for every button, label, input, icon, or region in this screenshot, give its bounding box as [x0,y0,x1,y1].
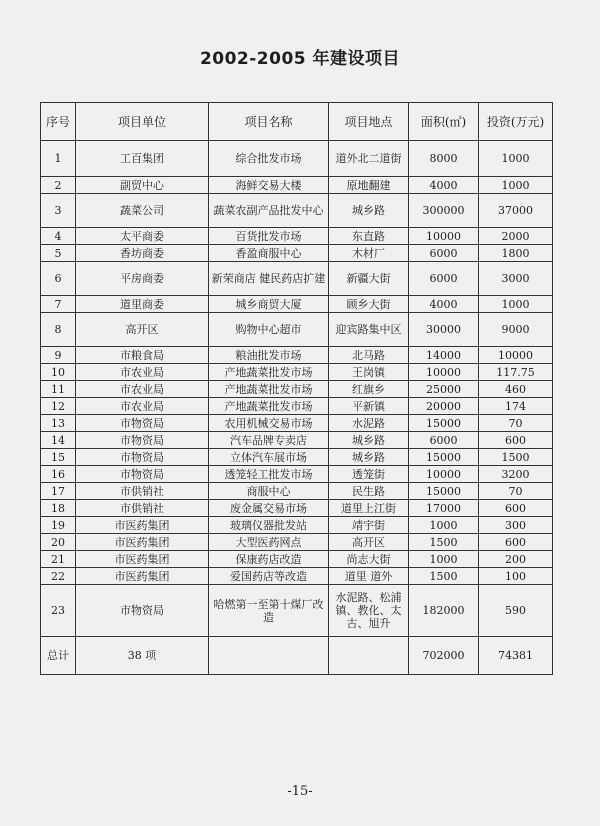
cell-seq: 13 [41,415,76,432]
total-area: 702000 [409,637,479,675]
cell-location: 靖宇街 [329,517,409,534]
cell-location: 迎宾路集中区 [329,313,409,347]
cell-seq: 3 [41,194,76,228]
cell-seq: 5 [41,245,76,262]
cell-location: 平新镇 [329,398,409,415]
header-seq: 序号 [41,103,76,141]
cell-seq: 20 [41,534,76,551]
cell-seq: 1 [41,141,76,177]
cell-seq: 15 [41,449,76,466]
table-row [41,141,553,177]
cell-seq: 23 [41,585,76,637]
table-row [41,262,553,296]
table-row [41,347,553,364]
cell-name: 粮油批发市场 [209,347,329,364]
cell-investment: 174 [479,398,553,415]
cell-name: 城乡商贸大厦 [209,296,329,313]
cell-investment: 3200 [479,466,553,483]
cell-investment: 460 [479,381,553,398]
cell-name: 购物中心超市 [209,313,329,347]
cell-unit: 市粮食局 [76,347,209,364]
cell-area: 1000 [409,551,479,568]
cell-unit: 市物资局 [76,449,209,466]
cell-area: 14000 [409,347,479,364]
cell-unit: 市医药集团 [76,551,209,568]
table-row [41,500,553,517]
cell-seq: 18 [41,500,76,517]
cell-name: 爱国药店等改造 [209,568,329,585]
cell-seq: 17 [41,483,76,500]
cell-unit: 市供销社 [76,500,209,517]
cell-investment: 1500 [479,449,553,466]
table-row [41,245,553,262]
cell-location: 民生路 [329,483,409,500]
cell-name: 产地蔬菜批发市场 [209,364,329,381]
cell-unit: 市农业局 [76,364,209,381]
cell-location: 顾乡大街 [329,296,409,313]
table-row [41,194,553,228]
cell-name: 保康药店改造 [209,551,329,568]
cell-investment: 37000 [479,194,553,228]
cell-area: 10000 [409,466,479,483]
cell-area: 6000 [409,245,479,262]
cell-investment: 1000 [479,177,553,194]
cell-investment: 10000 [479,347,553,364]
table-row [41,313,553,347]
cell-unit: 平房商委 [76,262,209,296]
cell-area: 10000 [409,228,479,245]
table-row [41,432,553,449]
header-area: 面积(㎡) [409,103,479,141]
table-row [41,483,553,500]
cell-area: 10000 [409,364,479,381]
cell-unit: 市物资局 [76,432,209,449]
table-header-row [41,103,553,141]
cell-name: 综合批发市场 [209,141,329,177]
cell-area: 25000 [409,381,479,398]
cell-investment: 600 [479,534,553,551]
cell-name: 海鲜交易大楼 [209,177,329,194]
cell-name: 百货批发市场 [209,228,329,245]
cell-area: 8000 [409,141,479,177]
cell-area: 4000 [409,296,479,313]
cell-name: 哈燃第一至第十煤厂改造 [209,585,329,637]
header-unit: 项目单位 [76,103,209,141]
cell-area: 300000 [409,194,479,228]
table-row [41,568,553,585]
header-name: 项目名称 [209,103,329,141]
cell-unit: 市农业局 [76,398,209,415]
cell-area: 4000 [409,177,479,194]
header-investment: 投资(万元) [479,103,553,141]
table-row [41,466,553,483]
cell-unit: 市医药集团 [76,517,209,534]
cell-seq: 14 [41,432,76,449]
cell-investment: 600 [479,500,553,517]
cell-investment: 100 [479,568,553,585]
cell-investment: 600 [479,432,553,449]
cell-seq: 22 [41,568,76,585]
page-number: -15- [287,784,313,799]
cell-investment: 9000 [479,313,553,347]
cell-name: 大型医药网点 [209,534,329,551]
cell-unit: 太平商委 [76,228,209,245]
cell-seq: 8 [41,313,76,347]
cell-location: 道里上江街 [329,500,409,517]
cell-name: 新荣商店 健民药店扩建 [209,262,329,296]
cell-investment: 590 [479,585,553,637]
cell-location: 木材厂 [329,245,409,262]
cell-area: 1500 [409,568,479,585]
cell-name: 农用机械交易市场 [209,415,329,432]
cell-unit: 市物资局 [76,585,209,637]
cell-location: 道外北二道街 [329,141,409,177]
cell-location: 水泥路 [329,415,409,432]
cell-investment: 300 [479,517,553,534]
cell-location: 红旗乡 [329,381,409,398]
cell-unit: 道里商委 [76,296,209,313]
table-row [41,551,553,568]
cell-investment: 70 [479,483,553,500]
total-location [329,637,409,675]
cell-name: 商服中心 [209,483,329,500]
cell-area: 30000 [409,313,479,347]
cell-area: 182000 [409,585,479,637]
cell-name: 蔬菜农副产品批发中心 [209,194,329,228]
cell-seq: 2 [41,177,76,194]
cell-seq: 21 [41,551,76,568]
page-title: 2002-2005 年建设项目 [199,49,401,69]
cell-investment: 2000 [479,228,553,245]
cell-investment: 200 [479,551,553,568]
cell-unit: 市医药集团 [76,568,209,585]
cell-area: 15000 [409,415,479,432]
total-row [41,637,553,675]
table-row [41,296,553,313]
cell-name: 透笼轻工批发市场 [209,466,329,483]
cell-area: 1500 [409,534,479,551]
cell-name: 产地蔬菜批发市场 [209,381,329,398]
cell-seq: 9 [41,347,76,364]
cell-investment: 1000 [479,141,553,177]
table-row [41,449,553,466]
cell-area: 17000 [409,500,479,517]
cell-location: 城乡路 [329,449,409,466]
total-label: 总计 [41,637,76,675]
cell-area: 6000 [409,432,479,449]
table-row [41,534,553,551]
cell-area: 15000 [409,483,479,500]
table-row [41,585,553,637]
table-row [41,415,553,432]
cell-location: 新疆大街 [329,262,409,296]
cell-location: 东直路 [329,228,409,245]
cell-location: 城乡路 [329,194,409,228]
cell-seq: 4 [41,228,76,245]
cell-unit: 市农业局 [76,381,209,398]
cell-location: 高开区 [329,534,409,551]
projects-table [40,102,553,675]
cell-name: 玻璃仪器批发站 [209,517,329,534]
header-location: 项目地点 [329,103,409,141]
cell-name: 立体汽车展市场 [209,449,329,466]
table-row [41,517,553,534]
cell-unit: 工百集团 [76,141,209,177]
cell-seq: 11 [41,381,76,398]
cell-unit: 蔬菜公司 [76,194,209,228]
table-row [41,398,553,415]
cell-name: 产地蔬菜批发市场 [209,398,329,415]
cell-seq: 16 [41,466,76,483]
cell-unit: 市供销社 [76,483,209,500]
total-name [209,637,329,675]
cell-location: 王岗镇 [329,364,409,381]
cell-area: 6000 [409,262,479,296]
cell-location: 原地翻建 [329,177,409,194]
cell-name: 汽车品牌专卖店 [209,432,329,449]
cell-name: 香盈商服中心 [209,245,329,262]
cell-unit: 市物资局 [76,415,209,432]
cell-name: 废金属交易市场 [209,500,329,517]
table-row [41,381,553,398]
cell-investment: 117.75 [479,364,553,381]
cell-seq: 10 [41,364,76,381]
total-unit: 38 项 [76,637,209,675]
cell-unit: 高开区 [76,313,209,347]
cell-location: 北马路 [329,347,409,364]
cell-investment: 1000 [479,296,553,313]
cell-location: 尚志大街 [329,551,409,568]
cell-unit: 副贸中心 [76,177,209,194]
cell-investment: 3000 [479,262,553,296]
cell-seq: 19 [41,517,76,534]
total-investment: 74381 [479,637,553,675]
table-row [41,228,553,245]
table-row [41,177,553,194]
cell-area: 15000 [409,449,479,466]
cell-seq: 12 [41,398,76,415]
cell-investment: 1800 [479,245,553,262]
cell-location: 城乡路 [329,432,409,449]
table-row [41,364,553,381]
cell-unit: 市物资局 [76,466,209,483]
cell-seq: 7 [41,296,76,313]
cell-location: 透笼街 [329,466,409,483]
cell-seq: 6 [41,262,76,296]
cell-unit: 市医药集团 [76,534,209,551]
cell-location: 水泥路、松浦镇、教化、太古、旭升 [329,585,409,637]
cell-area: 1000 [409,517,479,534]
cell-location: 道里 道外 [329,568,409,585]
cell-investment: 70 [479,415,553,432]
cell-unit: 香坊商委 [76,245,209,262]
cell-area: 20000 [409,398,479,415]
